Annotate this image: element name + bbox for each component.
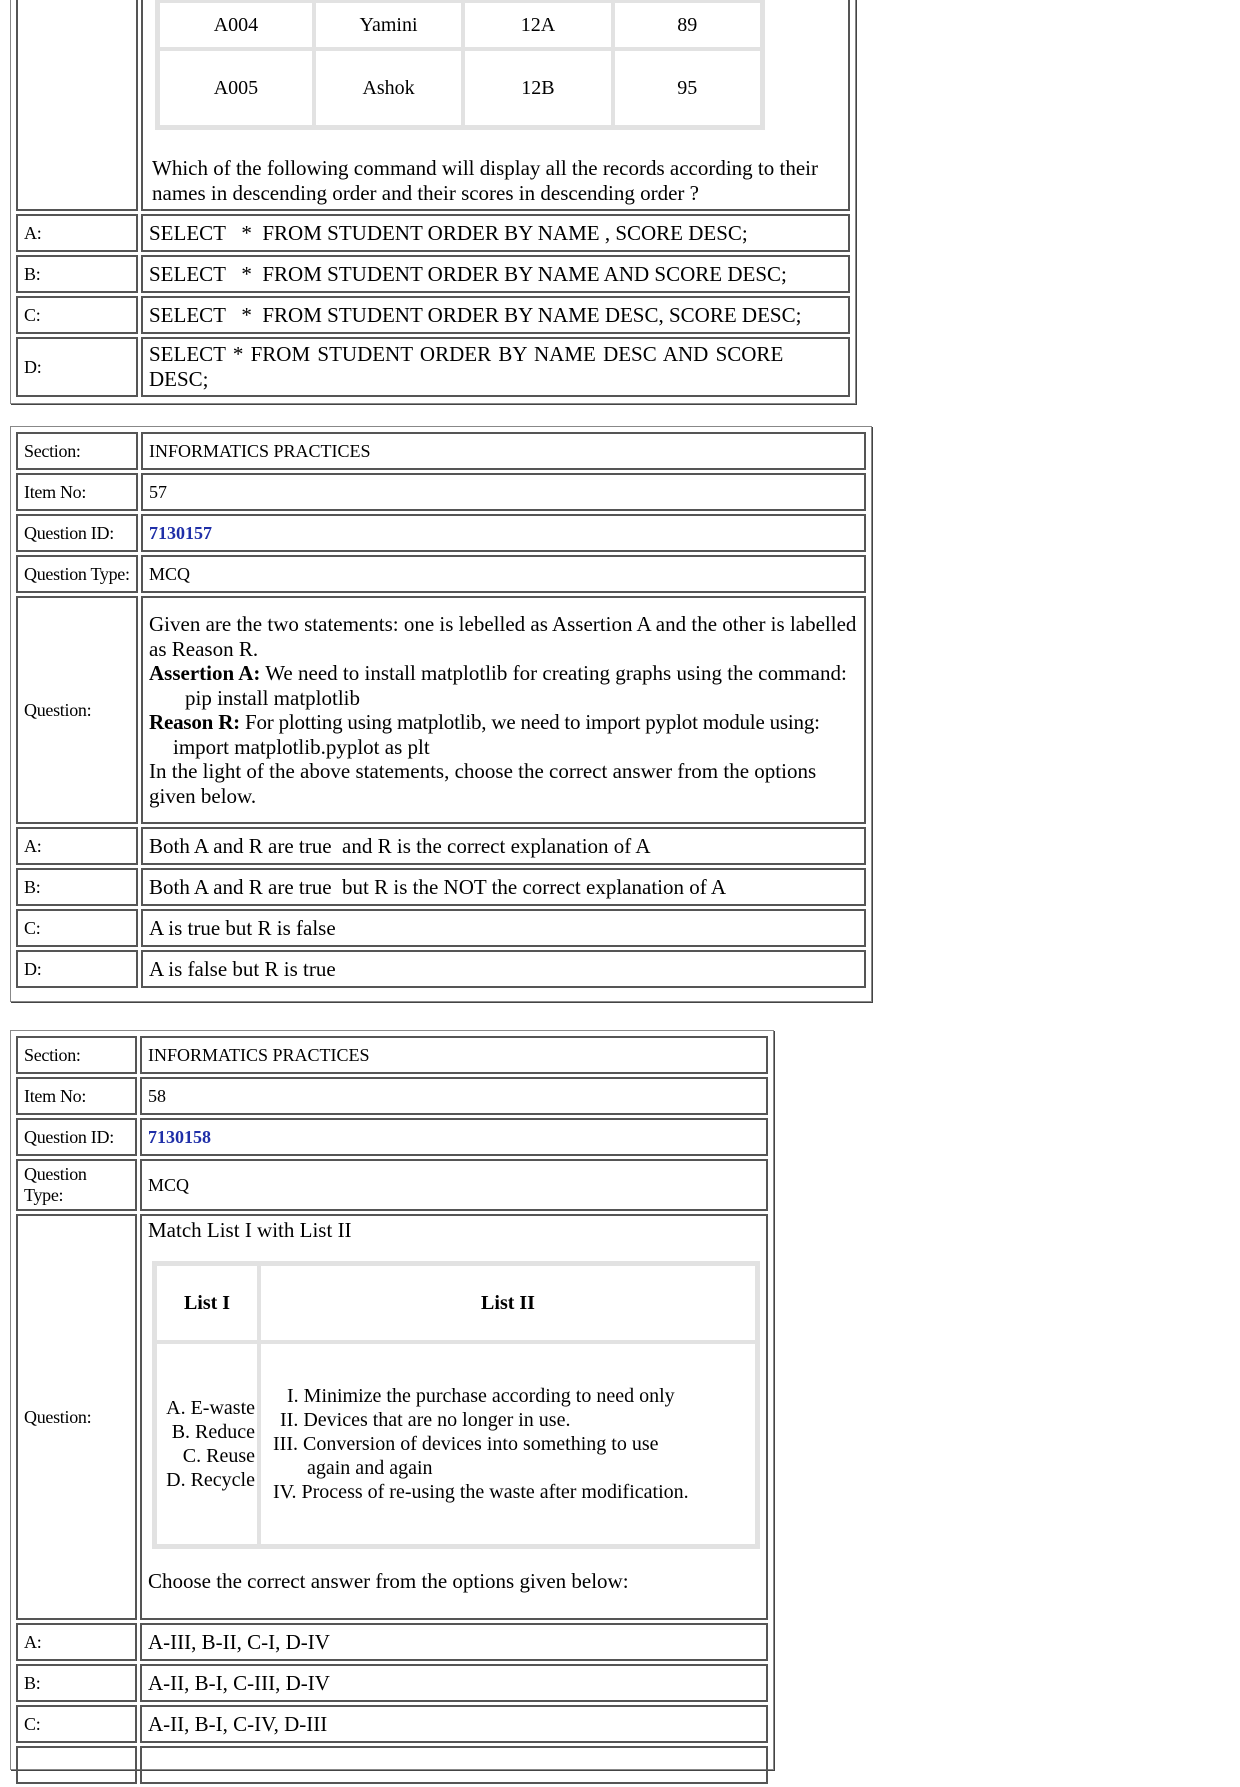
option-text: A-II, B-I, C-III, D-IV	[140, 1664, 768, 1702]
section-value: INFORMATICS PRACTICES	[141, 432, 866, 470]
list2-header: List II	[259, 1264, 757, 1342]
question-text: Which of the following command will display all the records according to their names in descending order and their scores in descending order ?	[152, 156, 818, 205]
section-row	[16, 1036, 768, 1074]
list2-item: I. Minimize the purchase according to need only	[287, 1385, 675, 1407]
option-row-a[interactable]	[16, 1623, 768, 1661]
table-cell: A005	[158, 49, 314, 127]
list2-item: III. Conversion of devices into something to use	[273, 1433, 659, 1455]
option-text: A-II, B-I, C-IV, D-III	[140, 1705, 768, 1743]
question-57-table	[13, 429, 869, 991]
option-label: C:	[16, 1705, 137, 1743]
question-type-label: Question Type:	[16, 555, 138, 593]
question-intro: Given are the two statements: one is lebelled as Assertion A and the other is labelled as Reason R.	[149, 612, 857, 661]
question-row	[16, 1214, 768, 1620]
option-text: SELECT * FROM STUDENT ORDER BY NAME DESC AND SCORE DESC;	[141, 337, 850, 397]
question-type-row	[16, 1159, 768, 1211]
option-label	[16, 1746, 137, 1784]
table-cell: 95	[613, 49, 762, 127]
question-56-table	[13, 0, 853, 400]
question-id-row	[16, 514, 866, 552]
option-text: SELECT * FROM STUDENT ORDER BY NAME DESC, SCORE DESC;	[141, 296, 850, 334]
section-label: Section:	[16, 1036, 137, 1074]
table-row	[158, 49, 762, 127]
question-body	[140, 1214, 768, 1620]
item-no-row	[16, 1077, 768, 1115]
option-text: SELECT * FROM STUDENT ORDER BY NAME , SCORE DESC;	[141, 214, 850, 252]
option-label: A:	[16, 1623, 137, 1661]
question-56-block	[10, 0, 856, 404]
list1-cell	[155, 1342, 259, 1546]
match-table	[152, 1261, 760, 1549]
option-label: C:	[16, 909, 138, 947]
list1-item: A. E-waste	[166, 1397, 255, 1419]
section-value: INFORMATICS PRACTICES	[140, 1036, 768, 1074]
question-label: Question:	[16, 596, 138, 824]
question-label: Question:	[16, 1214, 137, 1620]
option-text: A is true but R is false	[141, 909, 866, 947]
question-id-label: Question ID:	[16, 1118, 137, 1156]
section-label: Section:	[16, 432, 138, 470]
assertion-label: Assertion A:	[149, 661, 261, 685]
option-row-c[interactable]	[16, 296, 850, 334]
table-cell: A004	[158, 1, 314, 49]
option-row-c[interactable]	[16, 909, 866, 947]
list1-header: List I	[155, 1264, 259, 1342]
question-type-value: MCQ	[140, 1159, 768, 1211]
table-cell: Ashok	[314, 49, 463, 127]
option-row-d[interactable]	[16, 950, 866, 988]
list2-cell	[259, 1342, 757, 1546]
option-text: Both A and R are true and R is the correct explanation of A	[141, 827, 866, 865]
list2-item: II. Devices that are no longer in use.	[280, 1409, 571, 1431]
question-58-table	[13, 1033, 771, 1787]
question-outro: In the light of the above statements, choose the correct answer from the options given below.	[149, 759, 817, 808]
table-row	[155, 1342, 757, 1546]
option-row-b[interactable]	[16, 1664, 768, 1702]
list1-item: D. Recycle	[166, 1469, 255, 1491]
reason-line	[149, 710, 858, 735]
option-label: A:	[16, 214, 138, 252]
assertion-command: pip install matplotlib	[185, 685, 360, 710]
question-label-cell	[16, 0, 138, 211]
option-label: A:	[16, 827, 138, 865]
list2-item: IV. Process of re-using the waste after modification.	[273, 1481, 689, 1503]
item-no-label: Item No:	[16, 1077, 137, 1115]
question-type-row	[16, 555, 866, 593]
question-body	[141, 596, 866, 824]
reason-command: import matplotlib.pyplot as plt	[173, 734, 430, 759]
option-text: A is false but R is true	[141, 950, 866, 988]
option-text: A-III, B-II, C-I, D-IV	[140, 1623, 768, 1661]
item-no-value: 58	[140, 1077, 768, 1115]
match-prompt: Match List I with List II	[148, 1218, 352, 1242]
option-text	[140, 1746, 768, 1784]
option-label: B:	[16, 255, 138, 293]
section-row	[16, 432, 866, 470]
item-no-value: 57	[141, 473, 866, 511]
table-cell: Yamini	[314, 1, 463, 49]
question-id-value: 7130157	[141, 514, 866, 552]
question-body	[141, 0, 850, 211]
reason-label: Reason R:	[149, 710, 240, 734]
question-row	[16, 596, 866, 824]
option-label: D:	[16, 950, 138, 988]
option-row-b[interactable]	[16, 868, 866, 906]
question-57-block	[10, 426, 872, 1002]
option-row-d[interactable]	[16, 337, 850, 397]
table-cell: 89	[613, 1, 762, 49]
question-type-value: MCQ	[141, 555, 866, 593]
item-no-label: Item No:	[16, 473, 138, 511]
assertion-text: We need to install matplotlib for creating graphs using the command:	[260, 661, 847, 685]
question-58-block	[10, 1030, 774, 1770]
option-row-a[interactable]	[16, 827, 866, 865]
option-row-c[interactable]	[16, 1705, 768, 1743]
list1-item: B. Reduce	[171, 1421, 255, 1443]
option-label: B:	[16, 1664, 137, 1702]
item-no-row	[16, 473, 866, 511]
option-label: B:	[16, 868, 138, 906]
question-type-label: Question Type:	[16, 1159, 137, 1211]
option-row-d[interactable]	[16, 1746, 768, 1784]
question-id-row	[16, 1118, 768, 1156]
table-header-row	[155, 1264, 757, 1342]
option-row-b[interactable]	[16, 255, 850, 293]
reason-text: For plotting using matplotlib, we need to import pyplot module using:	[239, 710, 820, 734]
table-cell: 12A	[463, 1, 612, 49]
question-id-label: Question ID:	[16, 514, 138, 552]
option-text: SELECT * FROM STUDENT ORDER BY NAME AND SCORE DESC;	[141, 255, 850, 293]
table-row	[158, 1, 762, 49]
question-id-value: 7130158	[140, 1118, 768, 1156]
option-row-a[interactable]	[16, 214, 850, 252]
closing-text: Choose the correct answer from the options given below:	[148, 1569, 629, 1593]
list1-item: C. Reuse	[182, 1445, 255, 1467]
option-label: C:	[16, 296, 138, 334]
option-text: Both A and R are true but R is the NOT the correct explanation of A	[141, 868, 866, 906]
assertion-line	[149, 661, 858, 686]
table-cell: 12B	[463, 49, 612, 127]
option-label: D:	[16, 337, 138, 397]
list2-item: again and again	[307, 1457, 433, 1479]
student-data-table	[155, 0, 765, 130]
